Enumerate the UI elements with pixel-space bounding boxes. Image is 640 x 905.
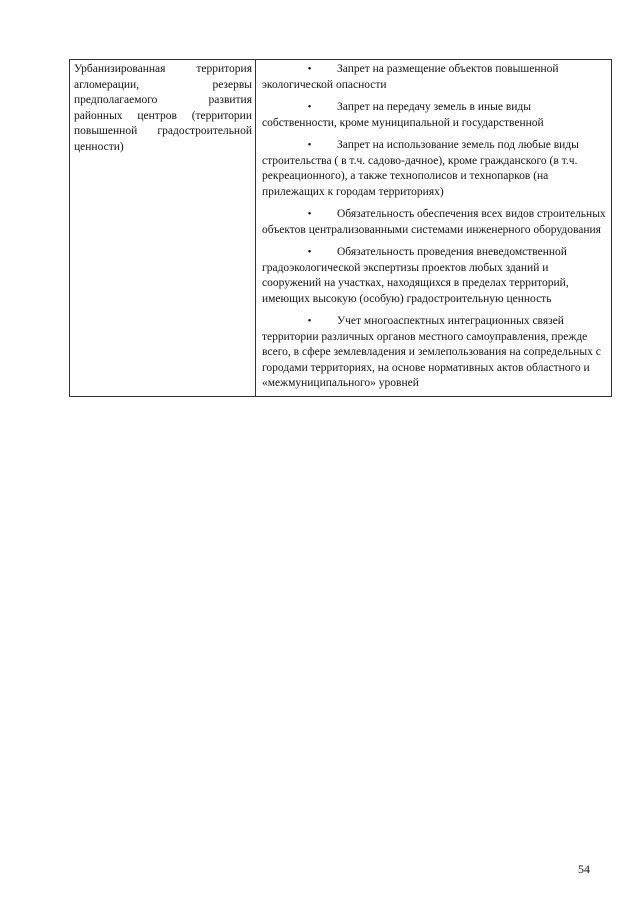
bullet-icon: • (307, 63, 312, 75)
bullet-icon: • (307, 208, 312, 220)
bullet-icon: • (307, 139, 312, 151)
requirement-text: Учет многоаспектных интеграционных связей территории различных органов местного самоуправления, прежде всего, в сфере землевладения и землепользования на сопредельных с городами территориях, на основе нормативных актов областного и «межмуниципального» уровней (262, 315, 601, 389)
requirements-cell (256, 60, 612, 397)
requirement-text: Запрет на передачу земель в иные виды собственности, кроме муниципальной и государственной (262, 101, 544, 129)
bullet-icon: • (307, 315, 312, 327)
requirement-item (262, 100, 607, 131)
zone-cell (70, 60, 256, 397)
requirement-item (262, 62, 607, 93)
requirement-item (262, 207, 607, 238)
bullet-icon: • (307, 101, 312, 113)
requirement-text: Запрет на размещение объектов повышенной экологической опасности (262, 63, 559, 91)
requirement-item (262, 245, 607, 307)
requirement-text: Запрет на использование земель под любые виды строительства ( в т.ч. садово-дачное), кроме гражданского (в т.ч. рекреационного), а также технополисов и технопарков (на прилежащих к городам территориях) (262, 139, 579, 198)
table-row (70, 60, 612, 397)
requirement-item (262, 138, 607, 200)
zone-title: Урбанизированная территория агломерации, резервы предполагаемого развития районных центров (территории повышенной градостроительной ценности) (74, 63, 252, 153)
requirement-text: Обязательность обеспечения всех видов строительных объектов централизованными системами инженерного оборудования (262, 208, 606, 236)
bullet-icon: • (307, 246, 312, 258)
zoning-regulations-table (69, 59, 612, 397)
requirement-text: Обязательность проведения вневедомственной градоэкологической экспертизы проектов любых зданий и сооружений на участках, находящихся в пределах территорий, имеющих высокую (особую) градостроительную ценность (262, 246, 569, 305)
page-number: 54 (578, 862, 590, 876)
requirement-item (262, 314, 607, 392)
